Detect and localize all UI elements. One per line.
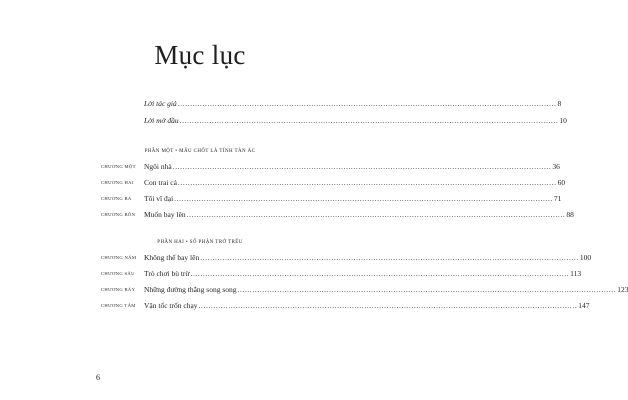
toc-entry-label: Lời mở đầu [144, 116, 179, 125]
toc-entry-chapter-2[interactable] [144, 178, 566, 188]
toc-entry-chapter-6[interactable] [144, 269, 582, 279]
toc-entry-label: Những đường thẳng song song [144, 285, 237, 294]
toc-entry-page: 60 [557, 178, 566, 187]
leader-dots: ......................................................................................................................................................... [179, 116, 559, 125]
toc-entry-page: 71 [553, 194, 562, 203]
part-two-heading: PHẦN HAI • SỐ PHẬN TRỚ TRÊU [157, 240, 243, 245]
toc-entry-label: Lời tác giả [144, 99, 177, 108]
toc-entry-chapter-8[interactable] [144, 301, 590, 311]
page-number: 6 [96, 373, 100, 382]
toc-entry-page: 113 [570, 269, 582, 278]
chapter-number: CHƯƠNG BẢY [101, 287, 136, 292]
toc-entry-label: Muốn bay lên [144, 210, 186, 219]
toc-entry-label: Không thể bay lên [144, 253, 200, 262]
chapter-number: CHƯƠNG SÁU [101, 271, 135, 276]
toc-entry-page: 10 [559, 116, 567, 125]
toc-entry-chapter-7[interactable] [144, 285, 628, 295]
leader-dots: ......................................................................................................................................................... [237, 285, 617, 294]
toc-entry-chapter-3[interactable] [144, 194, 562, 204]
toc-entry-page: 100 [579, 253, 592, 262]
toc-entry-label: Trò chơi bù trừ [144, 269, 190, 278]
leader-dots: ......................................................................................................................................................... [198, 301, 578, 310]
toc-entry-label: Tôi vĩ đại [144, 194, 174, 203]
chapter-number: CHƯƠNG MỘT [101, 164, 136, 169]
toc-entry-chapter-5[interactable] [144, 253, 592, 263]
toc-entry-page: 8 [557, 99, 562, 108]
toc-entry-page: 147 [578, 301, 590, 310]
chapter-number: CHƯƠNG HAI [101, 180, 134, 185]
toc-entry-label: Con trai cả [144, 178, 177, 187]
page-title: Mục lục [154, 40, 246, 70]
toc-entry-chapter-1[interactable] [144, 162, 560, 172]
toc-entry-prologue[interactable] [144, 116, 567, 126]
chapter-number: CHƯƠNG NĂM [101, 255, 137, 260]
leader-dots: ......................................................................................................................................................... [186, 210, 566, 219]
chapter-number: CHƯƠNG BA [101, 196, 132, 201]
leader-dots: ......................................................................................................................................................... [172, 162, 552, 171]
toc-entry-page: 36 [552, 162, 560, 171]
leader-dots: ......................................................................................................................................................... [174, 194, 553, 203]
leader-dots: ......................................................................................................................................................... [177, 178, 557, 187]
toc-entry-label: Vận tốc trốn chạy [144, 301, 198, 310]
toc-entry-page: 123 [617, 285, 628, 294]
part-one-heading: PHẦN MỘT • MẤU CHỐT LÀ TÍNH TÀN ÁC [144, 149, 256, 154]
chapter-number: CHƯƠNG TÁM [101, 303, 136, 308]
toc-entry-page: 88 [566, 210, 574, 219]
toc-entry-label: Ngôi nhà [144, 162, 172, 171]
toc-entry-chapter-4[interactable] [144, 210, 574, 220]
leader-dots: ......................................................................................................................................................... [200, 253, 579, 262]
leader-dots: ......................................................................................................................................................... [190, 269, 570, 278]
chapter-number: CHƯƠNG BỐN [101, 212, 136, 217]
toc-entry-author-note[interactable] [144, 99, 562, 109]
leader-dots: ......................................................................................................................................................... [177, 99, 557, 108]
